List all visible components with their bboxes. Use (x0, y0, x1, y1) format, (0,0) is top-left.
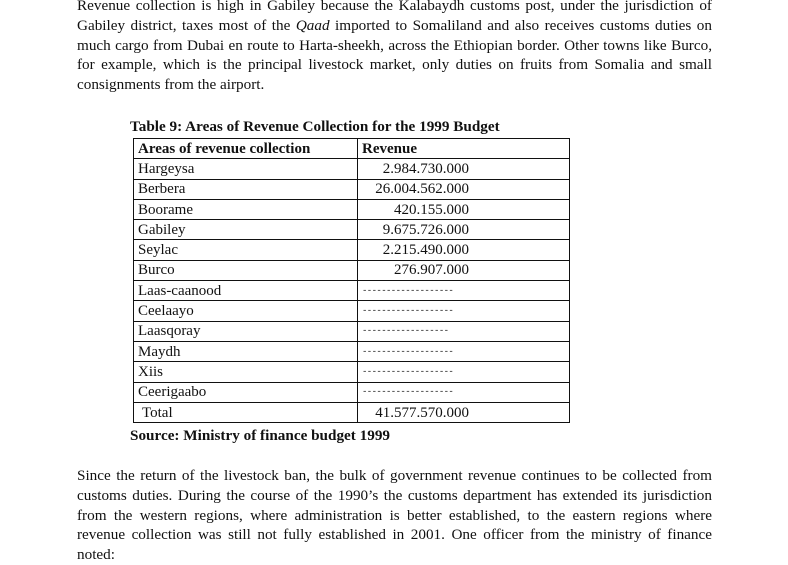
row-revenue: 9.675.726.000 (358, 220, 570, 240)
revenue-table (133, 138, 570, 423)
table-row (134, 301, 570, 321)
intro-text-before: Revenue collection is high in Gabiley because the Kalabaydh customs post, under the jurisdiction of Gabiley district, taxes most of the (77, 0, 712, 34)
row-revenue: 2.984.730.000 (358, 159, 570, 179)
row-revenue: 276.907.000 (358, 260, 570, 280)
table-row (134, 321, 570, 341)
row-area: Ceelaayo (134, 301, 358, 321)
table-row (134, 179, 570, 199)
header-revenue: Revenue (358, 139, 570, 159)
row-area: Boorame (134, 199, 358, 219)
row-area: Ceerigaabo (134, 382, 358, 402)
table-source: Source: Ministry of finance budget 1999 (130, 427, 391, 444)
row-revenue: ------------------- (358, 382, 570, 402)
row-revenue: ------------------- (358, 281, 570, 301)
row-area: Hargeysa (134, 159, 358, 179)
table-row (134, 159, 570, 179)
table-row (134, 382, 570, 402)
row-area: Berbera (134, 179, 358, 199)
table-row (134, 362, 570, 382)
table-row (134, 260, 570, 280)
total-row (134, 402, 570, 422)
table-row (134, 281, 570, 301)
row-revenue: ------------------- (358, 301, 570, 321)
total-value: 41.577.570.000 (358, 402, 570, 422)
qaad-term: Qaad (295, 16, 330, 34)
followup-paragraph: Since the return of the livestock ban, the bulk of government revenue continues to be collected from customs duties. During the course of the 1990’s the customs department has extended its jurisdiction from the western regions, where administration is better established, to the eastern regions where revenue collection was still not fully established in 2001. One officer from the ministry of finance noted: (77, 467, 712, 564)
table-row (134, 199, 570, 219)
row-area: Xiis (134, 362, 358, 382)
row-revenue: ------------------ (358, 321, 570, 341)
row-area: Maydh (134, 341, 358, 361)
row-area: Laas-caanood (134, 281, 358, 301)
row-revenue: 2.215.490.000 (358, 240, 570, 260)
row-revenue: 420.155.000 (358, 199, 570, 219)
row-area: Seylac (134, 240, 358, 260)
table-row (134, 220, 570, 240)
row-revenue: 26.004.562.000 (358, 179, 570, 199)
table-header-row (134, 139, 570, 159)
row-area: Gabiley (134, 220, 358, 240)
header-area: Areas of revenue collection (134, 139, 358, 159)
row-area: Laasqoray (134, 321, 358, 341)
row-revenue: ------------------- (358, 362, 570, 382)
row-area: Burco (134, 260, 358, 280)
table-caption: Table 9: Areas of Revenue Collection for the 1999 Budget (130, 118, 500, 135)
total-label: Total (134, 402, 358, 422)
table-row (134, 341, 570, 361)
intro-text-after: imported to Somaliland and also receives customs duties on much cargo from Dubai en route to Harta-sheekh, across the Ethiopian border. Other towns like Burco, for example, which is the principal livestock market, only duties on fruits from Somalia and small consignments from the airport. (77, 16, 712, 94)
intro-paragraph (77, 0, 712, 95)
row-revenue: ------------------- (358, 341, 570, 361)
table-row (134, 240, 570, 260)
